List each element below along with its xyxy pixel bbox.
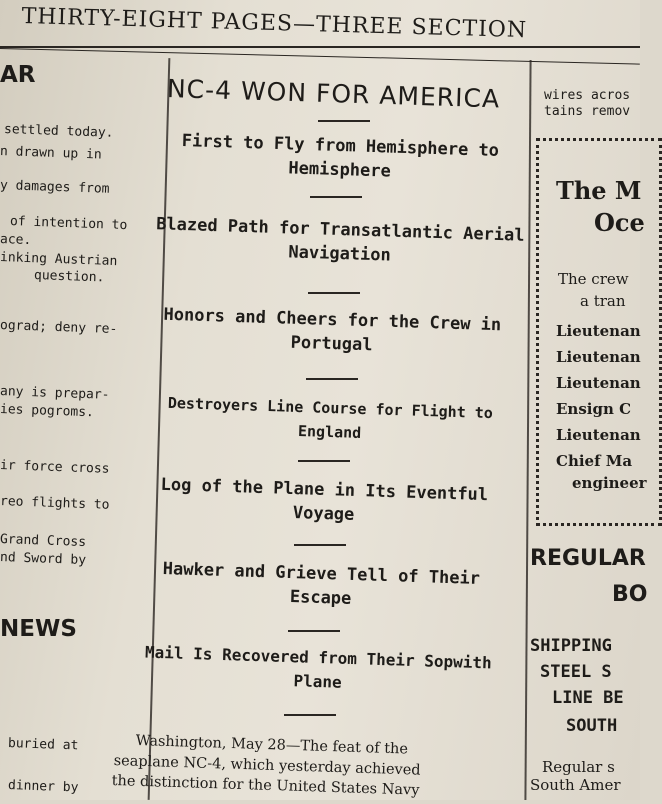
- right-top-line: tains remov: [544, 104, 631, 119]
- left-line: n drawn up in: [0, 144, 102, 163]
- regular-heading: REGULAR: [530, 546, 646, 571]
- left-line: settled today.: [3, 122, 114, 141]
- shipping-line: SOUTH: [566, 716, 618, 736]
- deck-headline: Mail Is Recovered from Their Sopwith Plane: [144, 642, 492, 692]
- left-heading-top: AR: [0, 62, 36, 88]
- left-line: ograd; deny re-: [0, 318, 118, 338]
- deck-rule: [308, 292, 360, 294]
- crew-list-item: engineer: [572, 474, 647, 492]
- deck-rule: [284, 714, 336, 716]
- deck-rule: [298, 460, 350, 462]
- box-heading: The M: [556, 176, 642, 205]
- crew-list-item: Lieutenan: [556, 322, 641, 340]
- left-line: nd Sword by: [0, 550, 87, 569]
- shipping-line: LINE BE: [552, 688, 624, 708]
- right-top-line: wires acros: [544, 88, 631, 103]
- deck-headline: First to Fly from Hemisphere to Hemisphere: [181, 131, 500, 182]
- main-article: [112, 56, 532, 800]
- deck-rule: [310, 196, 362, 198]
- crew-list-item: Chief Ma: [556, 452, 633, 470]
- deck-rule: [288, 630, 340, 632]
- crew-list-item: Ensign C: [556, 400, 632, 418]
- deck-headline: Blazed Path for Transatlantic Aerial Navigation: [155, 214, 525, 266]
- left-line: ir force cross: [0, 458, 110, 477]
- article-body-line: seaplane NC-4, which yesterday achieved: [113, 752, 421, 779]
- left-heading-news: NEWS: [0, 616, 77, 642]
- masthead-text: THIRTY-EIGHT PAGES—THREE SECTION: [21, 4, 528, 44]
- shipping-line: SHIPPING: [530, 636, 612, 656]
- main-headline: NC-4 WON FOR AMERICA: [166, 74, 501, 114]
- deck-headline: Honors and Cheers for the Crew in Portugal: [163, 304, 502, 356]
- deck-headline: Destroyers Line Course for Flight to England: [167, 393, 494, 442]
- article-body-line: the distinction for the United States Navy: [111, 772, 420, 799]
- box-intro: a tran: [580, 292, 626, 310]
- headline-rule: [318, 120, 370, 122]
- left-line: y damages from: [0, 178, 110, 197]
- right-column: [530, 56, 648, 800]
- deck-headline: Hawker and Grieve Tell of Their Escape: [162, 559, 481, 609]
- left-line: any is prepar-: [0, 384, 110, 403]
- crew-list-item: Lieutenan: [556, 374, 641, 392]
- crew-list-item: Lieutenan: [556, 348, 641, 366]
- masthead: [0, 0, 640, 48]
- box-intro: The crew: [558, 270, 629, 288]
- regular-heading: BO: [612, 582, 648, 607]
- left-line: Grand Cross: [0, 532, 87, 551]
- left-line: inking Austrian: [0, 250, 118, 270]
- left-line: ace.: [0, 232, 32, 249]
- box-heading: Oce: [594, 208, 645, 237]
- left-line: reo flights to: [0, 494, 110, 513]
- left-line: dinner by: [7, 778, 79, 796]
- left-line: ies pogroms.: [0, 402, 95, 421]
- right-bottom-line: South Amer: [530, 776, 621, 794]
- shipping-line: STEEL S: [540, 662, 612, 682]
- article-body-line: Washington, May 28—The feat of the: [135, 732, 409, 758]
- left-line: of intention to: [9, 214, 128, 234]
- crew-list-item: Lieutenan: [556, 426, 641, 444]
- right-bottom-line: Regular s: [542, 758, 615, 776]
- deck-headline: Log of the Plane in Its Eventful Voyage: [160, 474, 489, 525]
- deck-rule: [294, 544, 346, 546]
- deck-rule: [306, 378, 358, 380]
- left-line: buried at: [7, 736, 79, 754]
- left-line: question.: [33, 268, 105, 286]
